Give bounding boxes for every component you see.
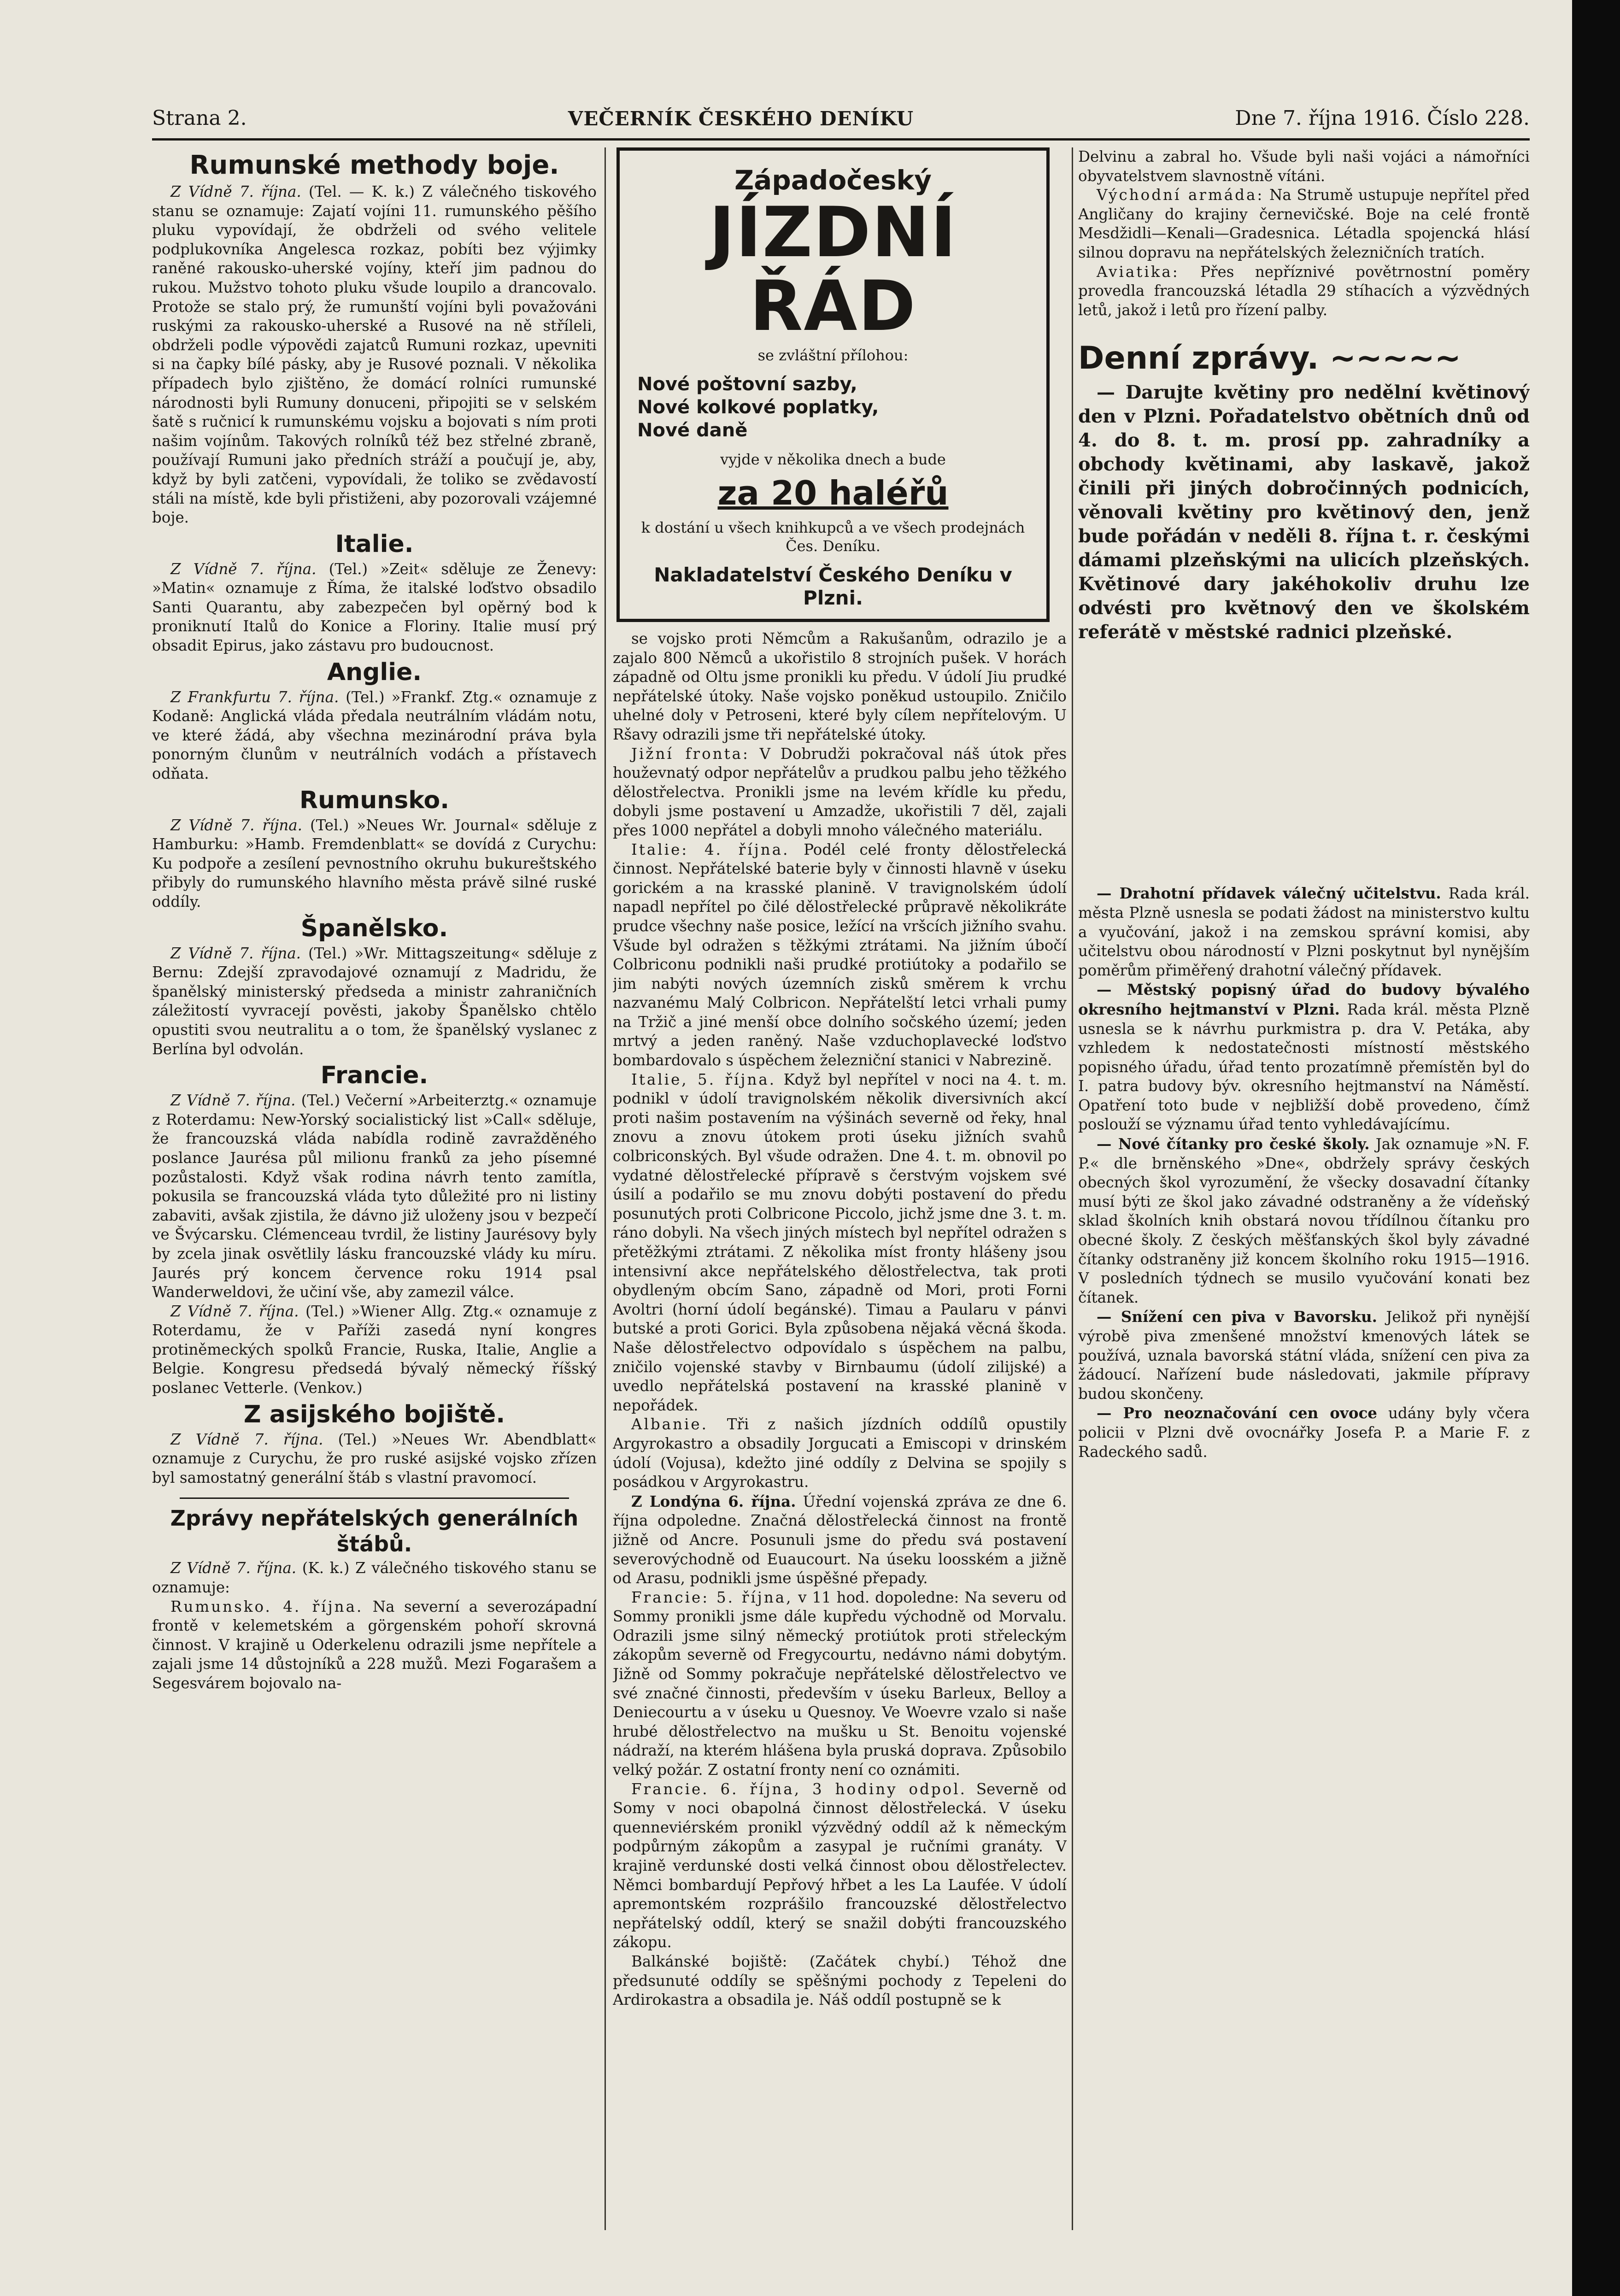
ad-item: Nové poštovní sazby, xyxy=(637,374,857,395)
article-francie-1: Z Vídně 7. října. (Tel.) Večerní »Arbeiterztg.« oznamuje z Roterdamu: New-Yorský socialistický list »Call« sděluje, že francouzská vláda nabídla rodině zavražděného poslance Jaurésa půl milionu franků za jeho písemné pozůstalosti. Když však rodina návrh tento zamítla, pokusila se francouzská vláda tyto důležité pro ni listiny zabaviti, avšak zjistila, že dávno již uloženy jsou v bezpečí ve Švýcarsku. Clémenceau tvrdil, že listiny Jaurésovy byly by zcela jinak osvětlily lásku francouzské vlády ku míru. Jaurés prý koncem července roku 1914 psal Wanderweldovi, že učiní vše, aby zamezil válce. xyxy=(152,1092,597,1301)
col2-para: Z Londýna 6. října. Úřední vojenská zpráva ze dne 6. října odpoledne. Značná dělostřelecká činnost na frontě jižně od Ancre. Posunuli jsme do předu svá postavení severovýchodně od Euaucourt. Na úseku loosském a jižně od Arasu, podnikli jsme úspěšné přepady. xyxy=(613,1492,1067,1587)
news-citanky: — Nové čítanky pro české školy. Jak oznamuje »N. F. P.« dle brněnského »Dne«, obdržely správy českých obecných škol vyrozumění, že všecky dosavadní čítanky musí býti ze škol jako závadné odstraněny a že vídeňský sklad školních knih obstará novou třídílnou čítanku pro obecné školy. Z českých měšťanských škol byly závadné čítanky odstraněny již koncem školního roku 1915—1916. V posledních týdnech se musilo vyučování konati bez čítanek. xyxy=(1078,1135,1530,1306)
article-zpravy-stabu-1: Z Vídně 7. října. (K. k.) Z válečného tiskového stanu se oznamuje: xyxy=(152,1559,597,1597)
col2-para: Jižní fronta: V Dobrudži pokračoval náš útok přes houževnatý odpor nepřátelův a prudkou palbu jeho těžkého dělostřelectva. Pronikli jsme na levém křídle ku předu, dobyli jsme postavení u Amzadže, ukořistili 7 děl, zajali přes 1000 nepřátel a dobyli mnoho válečného materiálu. xyxy=(613,745,1067,839)
article-italie: Z Vídně 7. října. (Tel.) »Zeit« sděluje ze Ženevy: »Matin« oznamuje z Říma, že italské loďstvo obsadilo Santi Quarantu, aby zabezpečen byl opěrný bod k proniknutí Italů do Konice a Floriny. Italie musí prý obsadit Epirus, jako zástavu pro budoucnost. xyxy=(152,560,597,655)
ad-note: vyjde v několika dnech a bude xyxy=(720,451,946,468)
col2-para: Italie, 5. října. Když byl nepřítel v noci na 4. t. m. podnikl v údolí travignolském několik diversivních akcí proti našim postavením na výšinách severně od řeky, hnal znovu a znovu útokem proti úseku jižních svahů colbriconských. Byl všude odražen. Dne 4. t. m. obnovil po vydatné dělostřelecké přípravě s čerstvým vojskem své úsilí a podařilo se mu znovu dobýti postavení do předu posunutých proti Colbricone Piccolo, jichž jsme dne 3. t. m. ráno dobyli. Na všech jiných místech byl nepřítel odražen s přetěžkými ztrátami. Z několika míst fronty hlášeny jsou intensivní akce nepřátelského dělostřelectva, tak proti obydleným obcím Sano, západně od Mori, proti Forni Avoltri (horní údolí begánské). Timau a Paularu v pánvi butské a proti Gorici. Byla způsobena nějaká věcná škoda. Naše dělostřelectvo odpovídalo s úspěchem na palbu, zničilo vojenské stavby v Birnbaumu (údolí zilijské) a uvedlo nepřátelská postavení na krasské planině v nepořádek. xyxy=(613,1070,1067,1414)
heading-spanelsko: Španělsko. xyxy=(300,914,448,942)
article-anglie: Z Frankfurtu 7. října. (Tel.) »Frankf. Ztg.« oznamuje z Kodaně: Anglická vláda předala neutrálním vládám notu, ve které žádá, aby všechna mezinárodní práva byla ponorným člunům v neutrálních vodách a přístavech odňata. xyxy=(152,688,597,783)
heading-asijske-bojiste: Z asijského bojiště. xyxy=(243,1400,505,1428)
column-3 xyxy=(1078,147,1530,2230)
issue-date: Dne 7. října 1916. Číslo 228. xyxy=(1235,106,1530,130)
news-pivo: — Snížení cen piva v Bavorsku. Jelikož při nynější výrobě piva zmenšené množství kmenových látek se používá, uznala bavorská státní vláda, snížení cen piva za žádoucí. Nařízení bude následovati, jakmile přípravy budou skončeny. xyxy=(1078,1308,1530,1403)
col3-para: Aviatika: Přes nepříznivé povětrnostní poměry provedla francouzská létadla 29 stíhacích a výzvědných letů, jakož i letů pro řízení palby. xyxy=(1078,263,1530,319)
source-venkov: (Venkov.) xyxy=(293,1379,363,1397)
section-divider xyxy=(180,1497,569,1499)
heading-italie: Italie. xyxy=(335,530,414,558)
news-popisny-urad: — Městský popisný úřad do budovy bývalého okresního hejtmanství v Plzni. Rada král. města Plzně usnesla se k návrhu purkmistra p. dra V. Petáka, aby vzhledem k nedostatečnosti místností městského popisného úřadu, úřad tento prozatímně přemístěn byl do I. patra budovy býv. okresního hejtmanství na Náměstí. Opatření toto bude v nejbližší době provedeno, čímž poslouží se významu úřad tento vyhledávajícímu. xyxy=(1078,981,1530,1133)
heading-rumunske-methody: Rumunské methody boje. xyxy=(189,150,559,180)
ad-title: JÍZDNÍ ŘÁD xyxy=(709,193,957,346)
ad-item: Nové daně xyxy=(637,420,748,441)
blank-space xyxy=(1078,644,1530,884)
ornament-icon: ∼∼∼∼∼ xyxy=(1329,340,1461,377)
col2-para: se vojsko proti Němcům a Rakušanům, odrazilo je a zajalo 800 Němců a ukořistilo 8 strojních pušek. V horách západně od Oltu jsme pronikli ku předu. V údolí Jiu prudké nepřátelské útoky. Naše vojsko poněkud ustoupilo. Zničilo uhelné doly v Petroseni, které byly cílem nepřítelovým. U Ršavy odrazili jsme tři nepřátelské útoky. xyxy=(613,630,1067,743)
advertisement-jizdni-rad xyxy=(616,147,1050,622)
article-francie-2: Z Vídně 7. října. (Tel.) »Wiener Allg. Ztg.« oznamuje z Roterdamu, že v Paříži zasedá nyní kongres protiněmeckých spolků Francie, Ruska, Italie, Anglie a Belgie. Kongresu předsedá bývalý německý říšský poslanec Vetterle. (Venkov.) xyxy=(152,1302,597,1397)
col2-para: Francie: 5. října, v 11 hod. dopoledne: Na severu od Sommy pronikli jsme dále kupředu východně od Morvalu. Odrazili jsme silný německý protiútok proti střeleckým zákopům severně od Fregycourtu, nedávno námi dobytým. Jižně od Sommy pokračuje nepřátelské dělostřelectvo ve své značné činnosti, především v úseku Barleux, Belloy a Deniecourtu a v úseku u Quesnoy. Ve Woevre vzalo si naše hrubé dělostřelectvo na mušku u St. Benoitu vojenské nádraží, na kterém hlášena byla pruská doprava. Způsobilo velký požár. Z ostatní fronty není co oznámiti. xyxy=(613,1588,1067,1779)
col2-para: Albanie. Tři z našich jízdních oddílů opustily Argyrokastro a obsadily Jorgucati a Emiscopi v drinském údolí (Vojusa), kdežto jiné oddíly z Delvina se spojily s posádkou v Argyrokastru. xyxy=(613,1415,1067,1491)
news-ovoce: — Pro neoznačování cen ovoce udány byly včera policii v Plzni dvě ovocnářky Josefa P. a Marie F. z Radeckého sadů. xyxy=(1078,1404,1530,1461)
article-asijske-bojiste: Z Vídně 7. října. (Tel.) »Neues Wr. Abendblatt« oznamuje z Curychu, že pro ruské asijské vojsko zřízen byl samostatný generální štáb s vlastní pravomocí. xyxy=(152,1430,597,1486)
col2-para: Italie: 4. října. Podél celé fronty dělostřelecká činnost. Nepřátelské baterie byly v činnosti hlavně v úseku gorickém a na krasské planině. V travignolském údolí napadl nepřítel po čilé dělostřelecké průpravě několikráte prudce všechny naše posice, ležící na vršcích jižního svahu. Všude byl odražen s těžkými ztrátami. Na jižním úbočí Colbriconu podnikli naši prudké protiútoky a podařilo se jim nabýti nových územních zisků směrem k vrchu nazvanému Malý Colbricon. Nepřátelští letci vrhali pumy na Tržič a jiné menší obce dolního sočského území; jeden mrtvý a jeden raněný. Naše vzduchoplavecké loďstvo bombardovalo s úspěchem železniční stanici v Nabrezině. xyxy=(613,840,1067,1069)
ad-availability: k dostání u všech knihkupců a ve všech prodejnách Čes. Deníku. xyxy=(641,519,1025,555)
ad-region: Západočeský xyxy=(734,164,932,196)
article-spanelsko: Z Vídně 7. října. (Tel.) »Wr. Mittagszeitung« sděluje z Bernu: Zdejší zpravodajové oznamují z Madridu, že španělský ministerský předseda a ministr zahraničních záležitostí vyvracejí pověsti, jakoby Španělsko chtělo opustiti svou neutralitu a o tom, že španělský vyslanec z Berlína byl odvolán. xyxy=(152,944,597,1058)
page-header xyxy=(152,102,1530,130)
ad-item: Nové kolkové poplatky, xyxy=(637,397,879,418)
heading-francie: Francie. xyxy=(320,1062,428,1090)
header-rule xyxy=(152,138,1530,141)
heading-denni-zpravy: Denní zprávy. ∼∼∼∼∼ xyxy=(1078,340,1461,377)
ad-price: za 20 haléřů xyxy=(717,474,949,512)
page-number: Strana 2. xyxy=(152,106,247,130)
column-rule-1 xyxy=(605,147,606,2230)
article-rumunske-methody: Z Vídně 7. října. (Tel. — K. k.) Z válečného tiskového stanu se oznamuje: Zajatí vojíni 11. rumunského pěšího pluku vypovídají, že obdrželi od svého velitele podplukovníka Angelesca rozkaz, pobíti bez výjimky raněné rakousko-uherské vojíny, kteří jim padnou do rukou. Mužstvo tohoto pluku všude loupilo a drancovalo. Protože se stalo prý, že rumunští vojíni byli považováni ruskými za rakousko-uherské a Rusové na ně stříleli, obdrželi podle výpovědi zajatců Rumuni rozkaz, upevniti si na čapky bílé pásky, aby je Rusové poznali. V několika případech bylo zjištěno, že domácí rolníci rumunské národnosti byli Rumuny donuceni, připojiti se v selském šatě s ručnicí k rumunskému vojsku a bojovati s ním proti našim vojínům. Takových rolníků též bez střelné zbraně, používají Rumuni jako předních stráží a poučují je, aby, když by byli zatčeni, vypovídali, že toliko se zvědavostí stáli na místě, kde byli přistiženi, aby pozorovali vzájemné boje. xyxy=(152,183,597,527)
article-zpravy-stabu-2: Rumunsko. 4. října. Na severní a severozápadní frontě v kelemetském a görgenském pohoří skrovná činnost. V krajině u Oderkelenu odrazili jsme nepřítele a zajali jsme 14 důstojníků a 228 mužů. Mezi Fogarašem a Segesvárem bojovalo na- xyxy=(152,1597,597,1692)
column-rule-2 xyxy=(1072,147,1073,2230)
article-rumunsko: Z Vídně 7. října. (Tel.) »Neues Wr. Journal« sděluje z Hamburku: »Hamb. Fremdenblatt« se dovídá z Curychu: Ku podpoře a zesílení pevnostního okruhu bukureštského přibyly do rumunského hlavního města právě silné ruské oddíly. xyxy=(152,816,597,910)
heading-anglie: Anglie. xyxy=(327,658,422,686)
ad-publisher: Nakladatelství Českého Deníku v Plzni. xyxy=(654,564,1012,609)
heading-rumunsko: Rumunsko. xyxy=(299,786,449,814)
column-1 xyxy=(152,147,597,2230)
column-2 xyxy=(613,147,1067,2230)
news-pridavek: — Drahotní přídavek válečný učitelstvu. Rada král. města Plzně usnesla se podati žádost na ministerstvo kultu a vyučování, jakož i na zemskou správní komisi, aby učitelstvu obou národností v Plzni poskytnut byl nynějším poměrům přiměřený drahotní válečný přídavek. xyxy=(1078,884,1530,979)
masthead-title: VEČERNÍK ČESKÉHO DENÍKU xyxy=(568,107,914,130)
heading-zpravy-stabu: Zprávy nepřátelských generálních štábů. xyxy=(170,1506,579,1557)
ad-subtitle: se zvláštní přílohou: xyxy=(757,346,909,364)
col2-para: Francie. 6. října, 3 hodiny odpol. Severně od Somy v noci obapolná činnost dělostřelecká. V úseku quenneviérském pronikl výzvědný oddíl až k německým podpůrným zákopům a zasypal je ručními granáty. V krajině verdunské dosti velká činnost obou dělostřelectev. Němci bombardují Pepřový hřbet a les La Laufée. V údolí apremontském rozprášilo francouzské dělostřelectvo nepřátelský oddíl, který se snažil dobýti francouzského zákopu. xyxy=(613,1780,1067,1951)
newspaper-page xyxy=(152,92,1530,2239)
col3-para: Východní armáda: Na Strumě ustupuje nepřítel před Angličany do krajiny černevičské. Boje na celé frontě Mesdžidli—Kenali—Gradesnica. Létadla spojencká hlásí silnou dopravu na nepřátelských železničních tratích. xyxy=(1078,186,1530,261)
news-kvetiny: — Darujte květiny pro nedělní květinový den v Plzni. Pořadatelstvo obětních dnů od 4. do 8. t. m. prosí pp. zahradníky a obchody květinami, aby laskavě, jakož činili při jiných dobročinných podnicích, věnovali květiny pro květinový den, jenž bude pořádán v neděli 8. října t. r. českými dámami plzeňskými na ulicích plzeňských. Květinové dary jakéhokoliv druhu lze odvésti pro květnový den ve školském referátě v městské radnici plzeňské. xyxy=(1078,382,1530,643)
col2-para: Balkánské bojiště: (Začátek chybí.) Téhož dne předsunuté oddíly se spěšnými pochody z Tepeleni do Ardirokastra a obsadila je. Náš oddíl postupně se k xyxy=(613,1952,1067,2009)
scan-edge xyxy=(1572,0,1620,2296)
col3-para: Delvinu a zabral ho. Všude byli naši vojáci a námořníci obyvatelstvem slavnostně vítáni. xyxy=(1078,148,1530,185)
